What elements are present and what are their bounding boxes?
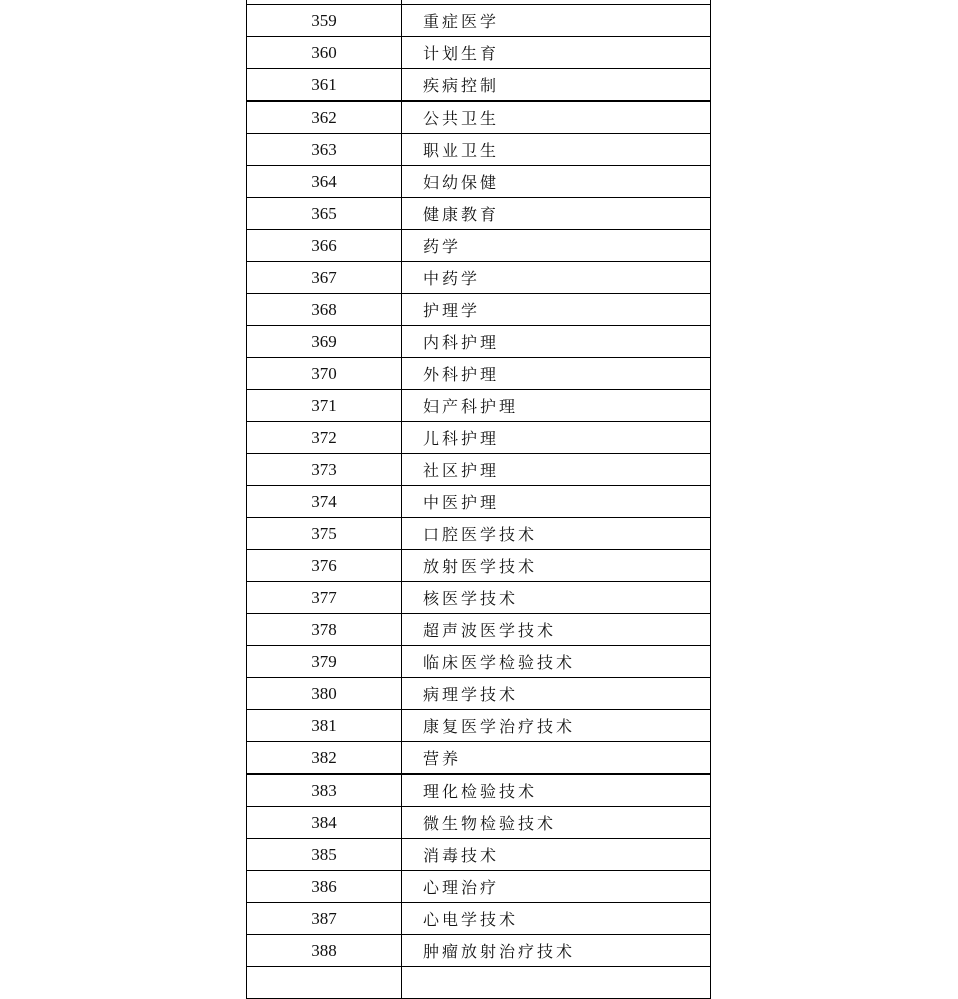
row-number-cell: 383 [247, 774, 402, 807]
table-row [247, 582, 711, 614]
table-row [247, 5, 711, 37]
table-row [247, 294, 711, 326]
table-body [247, 0, 711, 999]
row-number-cell: 378 [247, 614, 402, 646]
row-number-cell: 387 [247, 903, 402, 935]
table-row [247, 69, 711, 102]
row-number-cell: 386 [247, 871, 402, 903]
row-number-cell: 365 [247, 198, 402, 230]
table-row [247, 101, 711, 134]
table-row [247, 454, 711, 486]
table-row [247, 326, 711, 358]
table-row [247, 166, 711, 198]
table-row [247, 422, 711, 454]
row-number-cell: 362 [247, 101, 402, 134]
row-number-cell: 388 [247, 935, 402, 967]
specialty-name-cell: 儿科护理 [402, 422, 711, 454]
specialty-name-cell: 营养 [402, 742, 711, 775]
row-number-cell: 370 [247, 358, 402, 390]
row-number-cell: 384 [247, 807, 402, 839]
specialty-name-cell: 病理学技术 [402, 678, 711, 710]
table-row [247, 774, 711, 807]
row-number-cell: 366 [247, 230, 402, 262]
specialty-name-cell: 社区护理 [402, 454, 711, 486]
row-number-cell: 382 [247, 742, 402, 775]
table-row [247, 646, 711, 678]
row-number-cell: 361 [247, 69, 402, 102]
row-number-cell: 372 [247, 422, 402, 454]
table-row [247, 710, 711, 742]
table-row [247, 518, 711, 550]
specialty-name-cell: 心理治疗 [402, 871, 711, 903]
specialty-name-cell [402, 967, 711, 999]
specialty-name-cell: 妇幼保健 [402, 166, 711, 198]
specialty-name-cell: 超声波医学技术 [402, 614, 711, 646]
specialty-name-cell: 重症医学 [402, 5, 711, 37]
row-number-cell: 360 [247, 37, 402, 69]
row-number-cell: 377 [247, 582, 402, 614]
row-number-cell: 359 [247, 5, 402, 37]
specialty-name-cell: 理化检验技术 [402, 774, 711, 807]
specialty-name-cell: 健康教育 [402, 198, 711, 230]
row-number-cell: 367 [247, 262, 402, 294]
row-number-cell: 375 [247, 518, 402, 550]
row-number-cell: 379 [247, 646, 402, 678]
row-number-cell: 376 [247, 550, 402, 582]
row-number-cell: 369 [247, 326, 402, 358]
table-row [247, 486, 711, 518]
specialty-name-cell: 中药学 [402, 262, 711, 294]
row-number-cell: 368 [247, 294, 402, 326]
specialty-name-cell: 中医护理 [402, 486, 711, 518]
table-row [247, 390, 711, 422]
specialty-name-cell: 微生物检验技术 [402, 807, 711, 839]
specialty-name-cell: 肿瘤放射治疗技术 [402, 935, 711, 967]
table-row [247, 935, 711, 967]
row-number-cell: 373 [247, 454, 402, 486]
specialty-name-cell: 核医学技术 [402, 582, 711, 614]
row-number-cell: 385 [247, 839, 402, 871]
specialty-name-cell: 康复医学治疗技术 [402, 710, 711, 742]
table-row [247, 230, 711, 262]
specialty-name-cell: 计划生育 [402, 37, 711, 69]
specialty-name-cell: 护理学 [402, 294, 711, 326]
specialty-name-cell: 心电学技术 [402, 903, 711, 935]
table-row [247, 550, 711, 582]
specialty-name-cell: 放射医学技术 [402, 550, 711, 582]
row-number-cell: 364 [247, 166, 402, 198]
specialty-name-cell: 疾病控制 [402, 69, 711, 102]
specialty-name-cell: 口腔医学技术 [402, 518, 711, 550]
row-number-cell [247, 967, 402, 999]
table-row [247, 134, 711, 166]
table-row [247, 839, 711, 871]
table-row [247, 358, 711, 390]
specialty-name-cell: 消毒技术 [402, 839, 711, 871]
table-row [247, 678, 711, 710]
table-row [247, 967, 711, 999]
specialty-name-cell: 临床医学检验技术 [402, 646, 711, 678]
specialty-table [246, 0, 711, 999]
specialty-name-cell: 公共卫生 [402, 101, 711, 134]
row-number-cell: 381 [247, 710, 402, 742]
table-row [247, 262, 711, 294]
row-number-cell: 374 [247, 486, 402, 518]
table-row [247, 871, 711, 903]
table-row [247, 198, 711, 230]
specialty-name-cell: 药学 [402, 230, 711, 262]
table-row [247, 742, 711, 775]
specialty-name-cell: 妇产科护理 [402, 390, 711, 422]
table-row [247, 903, 711, 935]
table-row [247, 614, 711, 646]
row-number-cell: 363 [247, 134, 402, 166]
table-row [247, 807, 711, 839]
specialty-name-cell: 职业卫生 [402, 134, 711, 166]
row-number-cell: 371 [247, 390, 402, 422]
row-number-cell: 380 [247, 678, 402, 710]
specialty-name-cell: 内科护理 [402, 326, 711, 358]
specialty-name-cell: 外科护理 [402, 358, 711, 390]
table-row [247, 37, 711, 69]
